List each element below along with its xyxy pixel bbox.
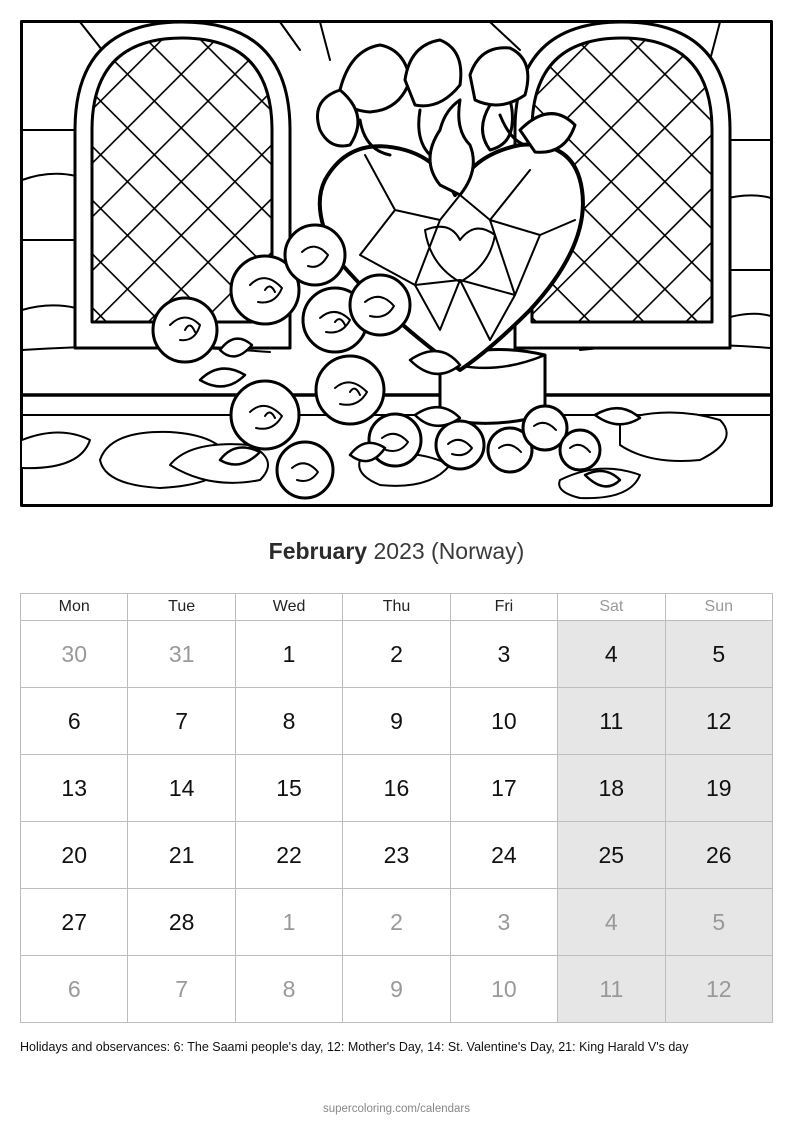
day-cell: 15: [235, 755, 342, 822]
day-cell: 7: [128, 688, 235, 755]
day-cell-other-month: 5: [665, 889, 772, 956]
footer-source: supercoloring.com/calendars: [322, 1103, 471, 1115]
weekday-sun: Sun: [665, 594, 772, 621]
day-cell-other-month: 2: [343, 889, 450, 956]
day-cell: 24: [450, 822, 557, 889]
day-cell-other-month: 9: [343, 956, 450, 1023]
day-cell: 6: [21, 688, 128, 755]
day-cell: 2: [343, 621, 450, 688]
day-cell: 22: [235, 822, 342, 889]
day-cell-other-month: 11: [558, 956, 665, 1023]
day-cell: 26: [665, 822, 772, 889]
coloring-illustration: [20, 20, 773, 507]
day-cell: 14: [128, 755, 235, 822]
day-cell: 25: [558, 822, 665, 889]
day-cell: 28: [128, 889, 235, 956]
day-cell: 4: [558, 621, 665, 688]
weekday-sat: Sat: [558, 594, 665, 621]
week-row: [21, 688, 773, 755]
weekday-wed: Wed: [235, 594, 342, 621]
day-cell-other-month: 7: [128, 956, 235, 1023]
day-cell: 21: [128, 822, 235, 889]
calendar-title: [0, 538, 793, 565]
day-cell: 20: [21, 822, 128, 889]
day-cell-other-month: 30: [21, 621, 128, 688]
month-name: February: [268, 538, 368, 564]
weekday-mon: Mon: [21, 594, 128, 621]
holidays-observances: Holidays and observances: 6: The Saami people's day, 12: Mother's Day, 14: St. Valentine's Day, 21: King Harald V's day: [20, 1040, 689, 1054]
week-row: [21, 755, 773, 822]
day-cell: 3: [450, 621, 557, 688]
day-cell: 1: [235, 621, 342, 688]
day-cell-other-month: 10: [450, 956, 557, 1023]
day-cell: 10: [450, 688, 557, 755]
weekday-header-row: [21, 594, 773, 621]
day-cell: 27: [21, 889, 128, 956]
weekday-tue: Tue: [128, 594, 235, 621]
day-cell-other-month: 1: [235, 889, 342, 956]
day-cell: 9: [343, 688, 450, 755]
day-cell-other-month: 4: [558, 889, 665, 956]
day-cell: 8: [235, 688, 342, 755]
week-row: [21, 822, 773, 889]
day-cell: 13: [21, 755, 128, 822]
day-cell: 16: [343, 755, 450, 822]
week-row: [21, 889, 773, 956]
day-cell-other-month: 31: [128, 621, 235, 688]
day-cell: 19: [665, 755, 772, 822]
day-cell-other-month: 12: [665, 956, 772, 1023]
week-row: [21, 621, 773, 688]
calendar-grid: [20, 593, 773, 1023]
day-cell-other-month: 3: [450, 889, 557, 956]
day-cell: 12: [665, 688, 772, 755]
week-row: [21, 956, 773, 1023]
year-region: 2023 (Norway): [373, 538, 525, 564]
weekday-thu: Thu: [343, 594, 450, 621]
day-cell: 17: [450, 755, 557, 822]
day-cell: 11: [558, 688, 665, 755]
weekday-fri: Fri: [450, 594, 557, 621]
day-cell: 18: [558, 755, 665, 822]
day-cell: 5: [665, 621, 772, 688]
day-cell: 23: [343, 822, 450, 889]
day-cell-other-month: 6: [21, 956, 128, 1023]
day-cell-other-month: 8: [235, 956, 342, 1023]
